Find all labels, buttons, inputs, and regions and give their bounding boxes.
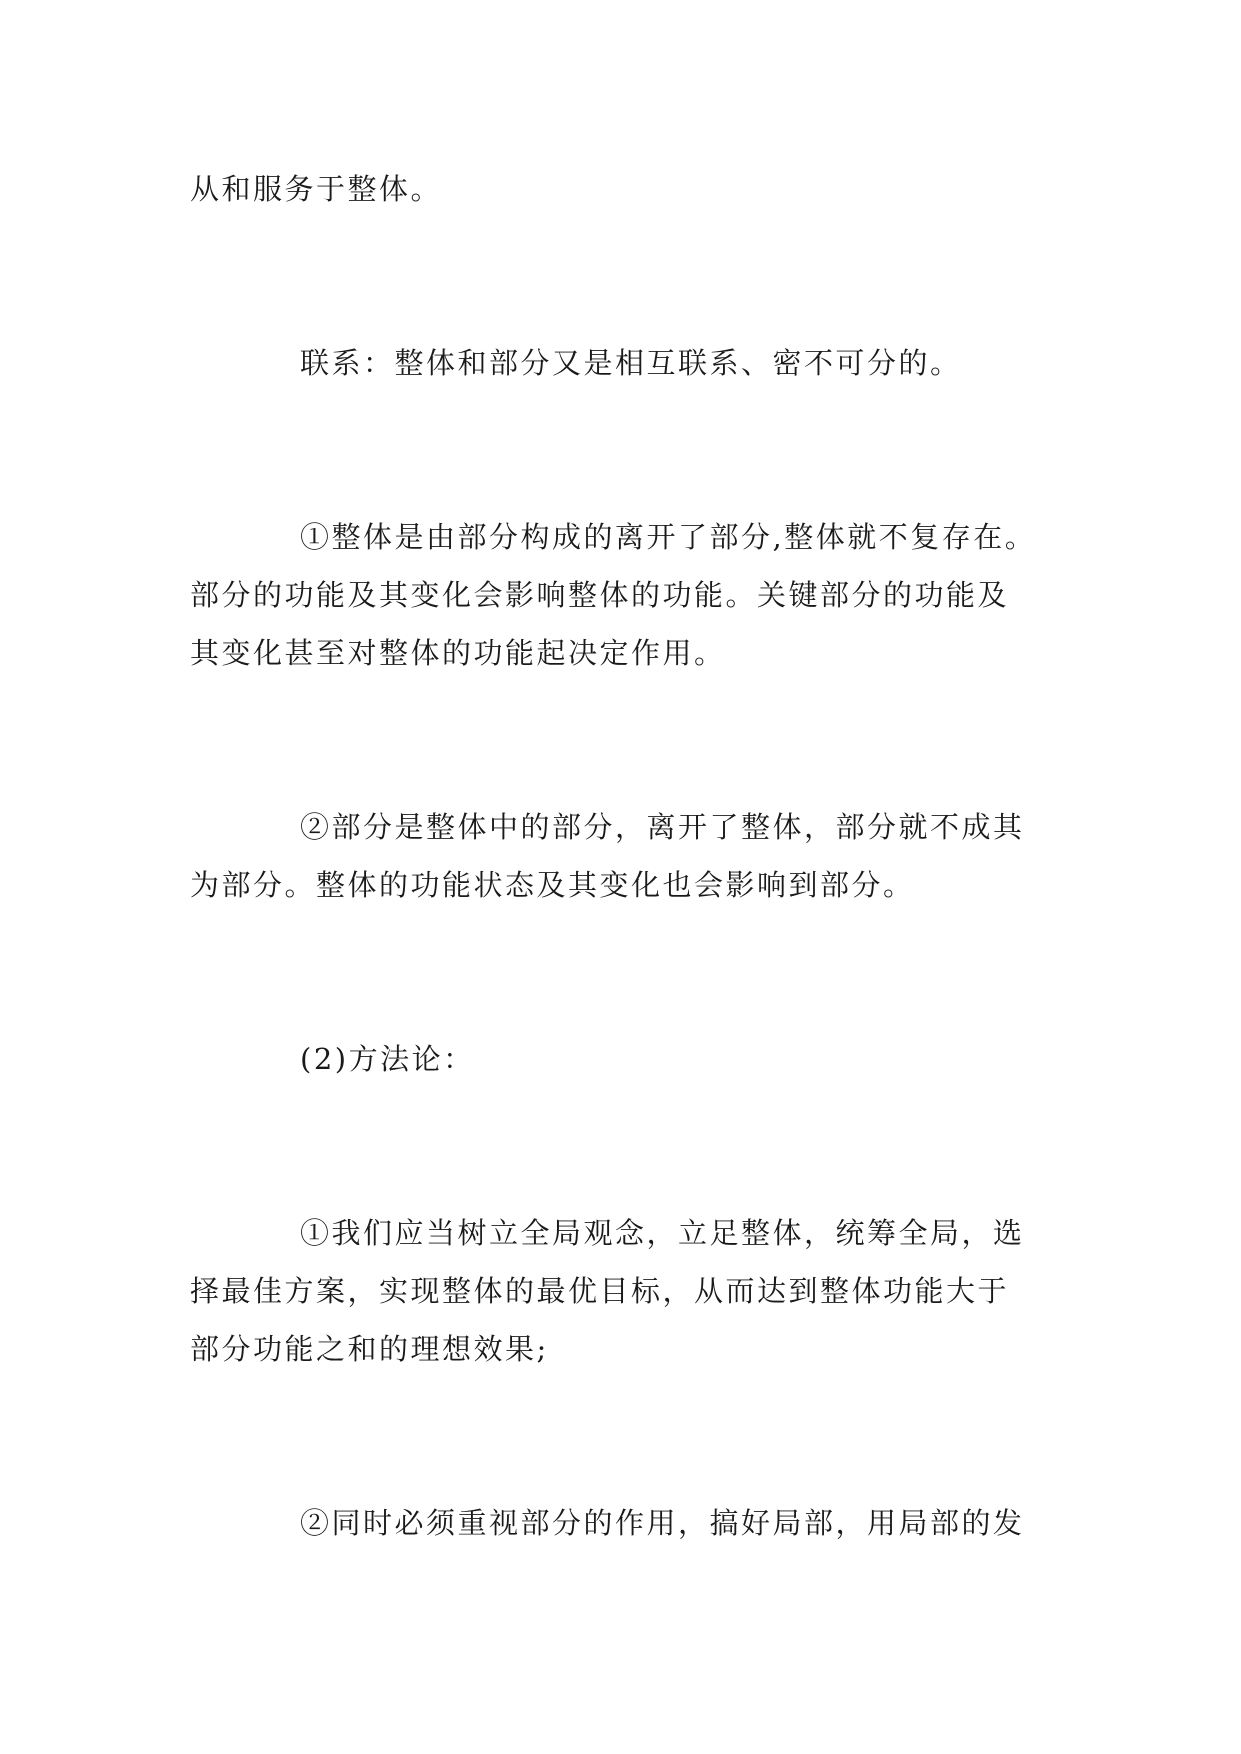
paragraph-line: 部分的功能及其变化会影响整体的功能。关键部分的功能及 [190,578,1010,612]
paragraph-line: 联系：整体和部分又是相互联系、密不可分的。 [300,346,962,380]
paragraph-5 [190,1030,1060,1088]
paragraph-line: ①我们应当树立全局观念，立足整体，统筹全局，选 [300,1216,1025,1250]
paragraph-line: 部分功能之和的理想效果; [190,1332,549,1366]
paragraph-line: ①整体是由部分构成的离开了部分,整体就不复存在。 [300,520,1037,554]
paragraph-line: 其变化甚至对整体的功能起决定作用。 [190,636,726,670]
paragraph-2 [190,334,1060,392]
paragraph-4 [190,798,1060,914]
paragraph-line: ②同时必须重视部分的作用，搞好局部，用局部的发 [300,1506,1025,1540]
paragraph-line: 为部分。整体的功能状态及其变化也会影响到部分。 [190,868,915,902]
paragraph-6 [190,1204,1060,1378]
paragraph-7 [190,1494,1060,1552]
section-heading: (2)方法论： [300,1042,475,1076]
paragraph-3 [190,508,1060,682]
paragraph-line: ②部分是整体中的部分，离开了整体，部分就不成其 [300,810,1025,844]
paragraph-line: 择最佳方案，实现整体的最优目标，从而达到整体功能大于 [190,1274,1010,1308]
paragraph-line: 从和服务于整体。 [190,172,443,206]
paragraph-1 [190,160,1060,218]
